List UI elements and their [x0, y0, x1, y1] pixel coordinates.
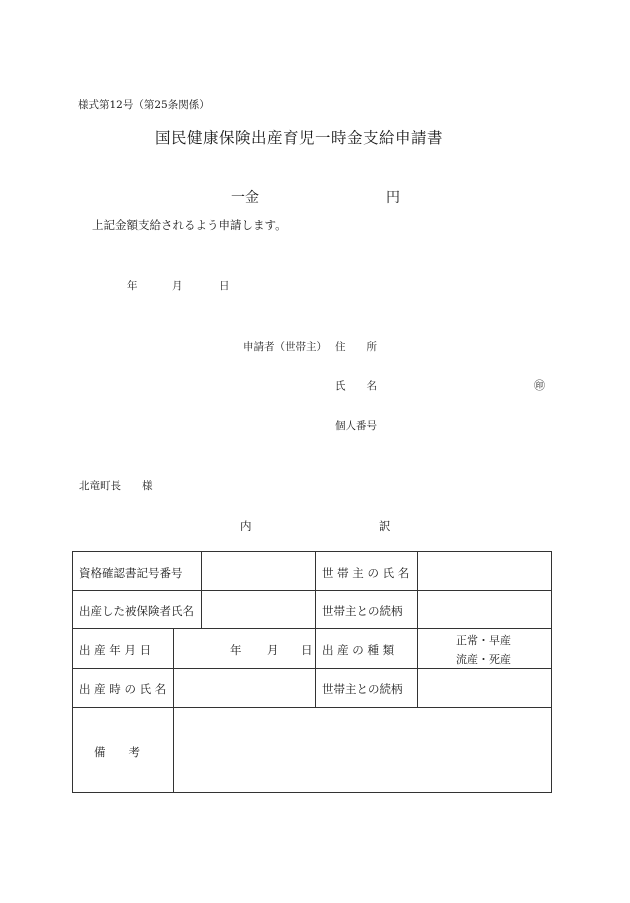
- birth-type-label: 出 産 の 種 類: [322, 643, 395, 657]
- personal-number-label: 個人番号: [335, 420, 377, 432]
- insured-name-label: 出産した被保険者氏名: [79, 604, 194, 618]
- birth-month-label: 月: [267, 643, 279, 657]
- relationship-label-1: 世帯主との続柄: [322, 604, 403, 618]
- birth-year-label: 年: [230, 643, 242, 657]
- householder-name-label: 世 帯 主 の 氏 名: [322, 566, 410, 580]
- relationship-field-2[interactable]: [418, 670, 548, 705]
- name-at-birth-label: 出 産 時 の 氏 名: [79, 682, 167, 696]
- address-label: 住 所: [335, 341, 377, 353]
- birth-type-option-normal-premature[interactable]: 正常・早産: [456, 634, 511, 647]
- remarks-label: 備 考: [94, 745, 140, 759]
- form-number: 様式第12号（第25条関係）: [78, 99, 210, 111]
- date-year-label: 年: [127, 280, 138, 292]
- application-statement: 上記金額支給されるよう申請します。: [92, 218, 287, 232]
- applicant-label: 申請者（世帯主）: [243, 341, 327, 353]
- birth-date-label: 出 産 年 月 日: [79, 643, 152, 657]
- amount-prefix: 一金: [231, 190, 259, 206]
- birth-day-label: 日: [301, 643, 313, 657]
- insured-name-field[interactable]: [202, 592, 314, 626]
- row-divider: [73, 707, 551, 708]
- date-day-label: 日: [219, 280, 230, 292]
- remarks-field[interactable]: [174, 709, 548, 789]
- addressee: 北竜町長 様: [79, 480, 153, 492]
- breakdown-title-right: 訳: [379, 519, 391, 533]
- date-month-label: 月: [172, 280, 183, 292]
- page-title: 国民健康保険出産育児一時金支給申請書: [155, 129, 444, 147]
- row-divider: [73, 628, 551, 629]
- breakdown-table: [72, 551, 552, 793]
- row-divider: [73, 590, 551, 591]
- amount-suffix: 円: [386, 190, 400, 206]
- col-divider: [315, 552, 316, 707]
- householder-name-field[interactable]: [418, 554, 548, 588]
- birth-type-option-miscarriage-stillbirth[interactable]: 流産・死産: [456, 653, 511, 666]
- seal-mark: ㊞: [534, 379, 545, 392]
- qualification-number-label: 資格確認書記号番号: [79, 566, 183, 580]
- name-at-birth-field[interactable]: [174, 670, 314, 705]
- relationship-label-2: 世帯主との続柄: [322, 682, 403, 696]
- row-divider: [73, 668, 551, 669]
- relationship-field-1[interactable]: [418, 592, 548, 626]
- qualification-number-field[interactable]: [202, 554, 314, 588]
- breakdown-title-left: 内: [240, 519, 252, 533]
- name-label: 氏 名: [335, 380, 377, 392]
